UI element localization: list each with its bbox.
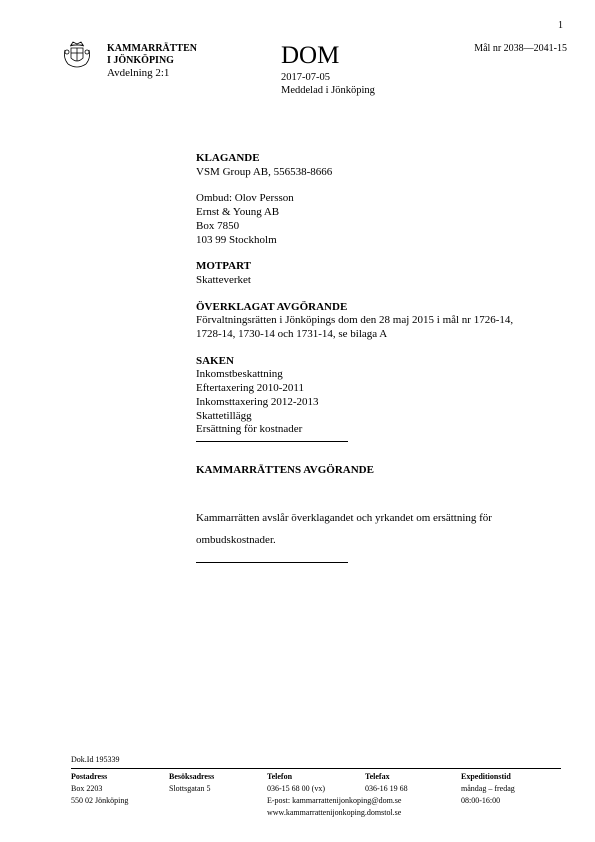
decision-heading: KAMMARRÄTTENS AVGÖRANDE (196, 463, 374, 476)
respondent-section (196, 260, 566, 287)
footer-fax-column (365, 771, 408, 795)
footer-divider (71, 768, 561, 769)
respondent-heading: MOTPART (196, 260, 252, 273)
matter-item: Inkomsttaxering 2012-2013 (196, 395, 319, 408)
document-date: 2017-07-05 (281, 72, 330, 83)
matter-item: Ersättning för kostnader (196, 423, 303, 436)
footer-visit-column (169, 771, 214, 795)
footer-line: måndag – fredag (461, 784, 515, 793)
divider-line (196, 441, 348, 442)
appealed-decision-section (196, 301, 566, 342)
court-division: Avdelning 2:1 (107, 67, 170, 79)
footer-postal-column (71, 771, 128, 807)
footer-hours-column (461, 771, 515, 807)
case-number: Mål nr 2038—2041-15 (474, 43, 567, 54)
footer-line: 036-15 68 00 (vx) (267, 784, 325, 793)
royal-crest-logo (62, 40, 92, 72)
matter-item: Eftertaxering 2010-2011 (196, 382, 305, 395)
footer-line: Box 2203 (71, 784, 103, 793)
divider-line (196, 562, 348, 563)
document-id: Dok.Id 195339 (71, 755, 120, 764)
footer-email[interactable]: E-post: kammarrattenijonkoping@dom.se (267, 796, 402, 805)
page-number: 1 (558, 20, 563, 31)
footer-website[interactable]: www.kammarrattenijonkoping.domstol.se (267, 808, 402, 817)
delivered-location: Meddelad i Jönköping (281, 85, 375, 96)
appealed-decision-line1: Förvaltningsrätten i Jönköpings dom den 28 maj 2015 i mål nr 1726-14, (196, 314, 514, 327)
footer-heading: Telefon (267, 772, 293, 781)
footer-line: 08:00-16:00 (461, 796, 501, 805)
document-date-block (281, 71, 375, 97)
footer-heading: Postadress (71, 772, 108, 781)
court-name-line1: KAMMARRÄTTEN (107, 43, 197, 54)
matter-item: Inkomstbeskattning (196, 368, 283, 381)
appellant-heading: KLAGANDE (196, 152, 260, 164)
footer-heading: Besöksadress (169, 772, 215, 781)
judgment-content (196, 152, 566, 563)
appellant-section (196, 152, 566, 179)
footer-line: 550 02 Jönköping (71, 796, 129, 805)
appealed-decision-heading: ÖVERKLAGAT AVGÖRANDE (196, 300, 348, 313)
decision-line2: ombudskostnader. (196, 533, 276, 546)
matter-section (196, 355, 566, 437)
matter-item: Skattetillägg (196, 409, 252, 422)
representative-section (196, 192, 566, 247)
footer-heading: Expeditionstid (461, 772, 511, 781)
footer-line: Slottsgatan 5 (169, 784, 211, 793)
representative-company: Ernst & Young AB (196, 206, 280, 219)
footer-heading: Telefax (365, 772, 390, 781)
respondent-name: Skatteverket (196, 273, 251, 286)
court-name (107, 43, 197, 67)
decision-line1: Kammarrätten avslår överklagandet och yrkandet om ersättning för (196, 511, 492, 524)
representative-postal: 103 99 Stockholm (196, 233, 277, 246)
court-name-line2: I JÖNKÖPING (107, 55, 174, 66)
representative-box: Box 7850 (196, 219, 240, 232)
decision-text (196, 507, 566, 551)
appealed-decision-line2: 1728-14, 1730-14 och 1731-14, se bilaga A (196, 328, 388, 341)
appellant-name: VSM Group AB, 556538-8666 (196, 165, 333, 178)
footer-line: 036-16 19 68 (365, 784, 408, 793)
representative-name: Ombud: Olov Persson (196, 192, 294, 205)
document-type: DOM (281, 42, 340, 69)
matter-heading: SAKEN (196, 354, 234, 367)
